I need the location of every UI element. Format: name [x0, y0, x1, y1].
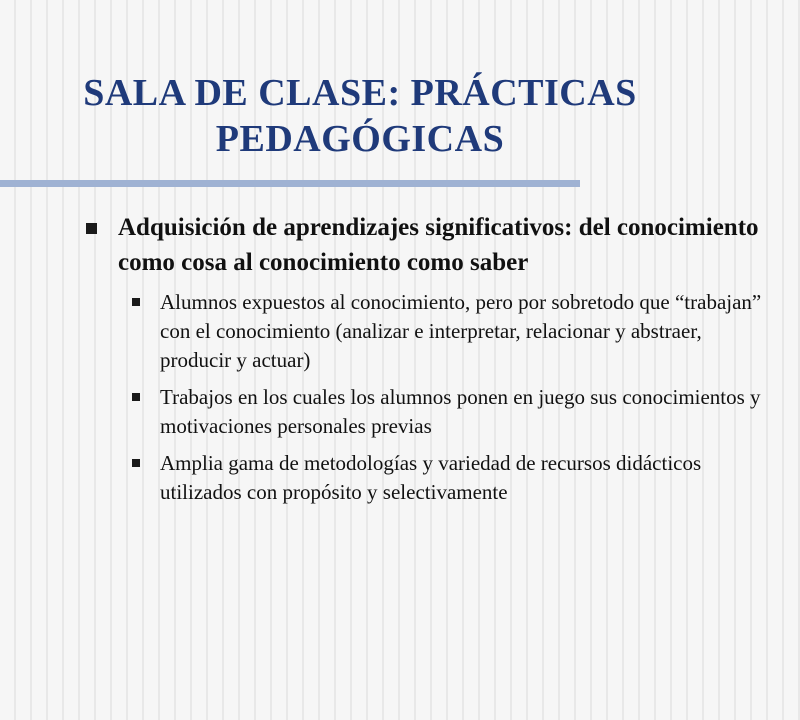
square-bullet-icon — [86, 223, 97, 234]
sub-bullet-item — [132, 449, 776, 507]
title-divider — [0, 180, 580, 187]
square-bullet-icon — [132, 393, 140, 401]
sub-bullet-item — [132, 288, 776, 375]
sub-bullet-text: Trabajos en los cuales los alumnos ponen en juego sus conocimientos y motivaciones personales previas — [160, 385, 761, 438]
sub-bullet-text: Amplia gama de metodologías y variedad de recursos didácticos utilizados con propósito y selectivamente — [160, 451, 702, 504]
main-bullet-text: Adquisición de aprendizajes significativos: del conocimiento como cosa al conocimiento como saber — [118, 214, 759, 276]
slide-title-line-1: SALA DE CLASE: PRÁCTICAS — [83, 72, 637, 114]
slide-content — [86, 210, 776, 515]
square-bullet-icon — [132, 459, 140, 467]
slide-title — [60, 70, 660, 162]
sub-bullet-list — [86, 288, 776, 507]
sub-bullet-item — [132, 383, 776, 441]
slide-title-line-2: PEDAGÓGICAS — [215, 118, 505, 160]
sub-bullet-text: Alumnos expuestos al conocimiento, pero por sobretodo que “trabajan” con el conocimiento (analizar e interpretar, relacionar y abstraer, producir y actuar) — [160, 290, 762, 372]
main-bullet — [86, 210, 776, 280]
square-bullet-icon — [132, 298, 140, 306]
